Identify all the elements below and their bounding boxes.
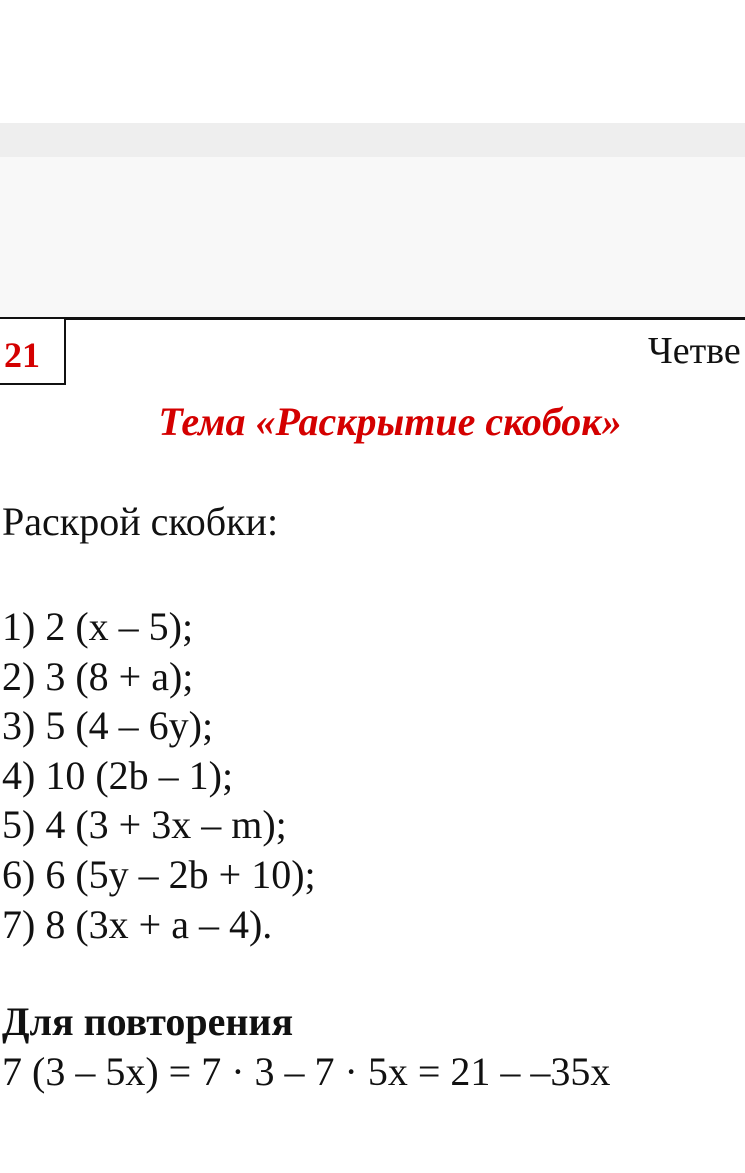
top-gray-band [0, 123, 745, 157]
repeat-heading: Для повторения [2, 999, 294, 1044]
repeat-example: 7 (3 – 5x) = 7 · 3 – 7 · 5x = 21 – –35x [2, 1049, 611, 1094]
header-rule [0, 317, 745, 320]
task-item: 6) 6 (5y – 2b + 10); [2, 851, 316, 897]
task-item: 5) 4 (3 + 3x – m); [2, 802, 287, 848]
card-number: 21 [4, 335, 40, 375]
task-item: 1) 2 (x – 5); [2, 604, 194, 649]
task-item: 7) 8 (3x + a – 4). [2, 901, 273, 947]
day-label: Четве [648, 330, 741, 372]
blank-margin-area [0, 157, 745, 319]
task-item: 2) 3 (8 + a); [2, 653, 194, 699]
topic-title: Тема «Раскрытие скобок» [158, 399, 622, 444]
task-list [2, 602, 316, 949]
task-item: 4) 10 (2b – 1); [2, 752, 234, 798]
instruction-text: Раскрой скобки: [2, 499, 279, 544]
task-item: 3) 5 (4 – 6y); [2, 703, 214, 749]
card-number-box [0, 317, 66, 385]
